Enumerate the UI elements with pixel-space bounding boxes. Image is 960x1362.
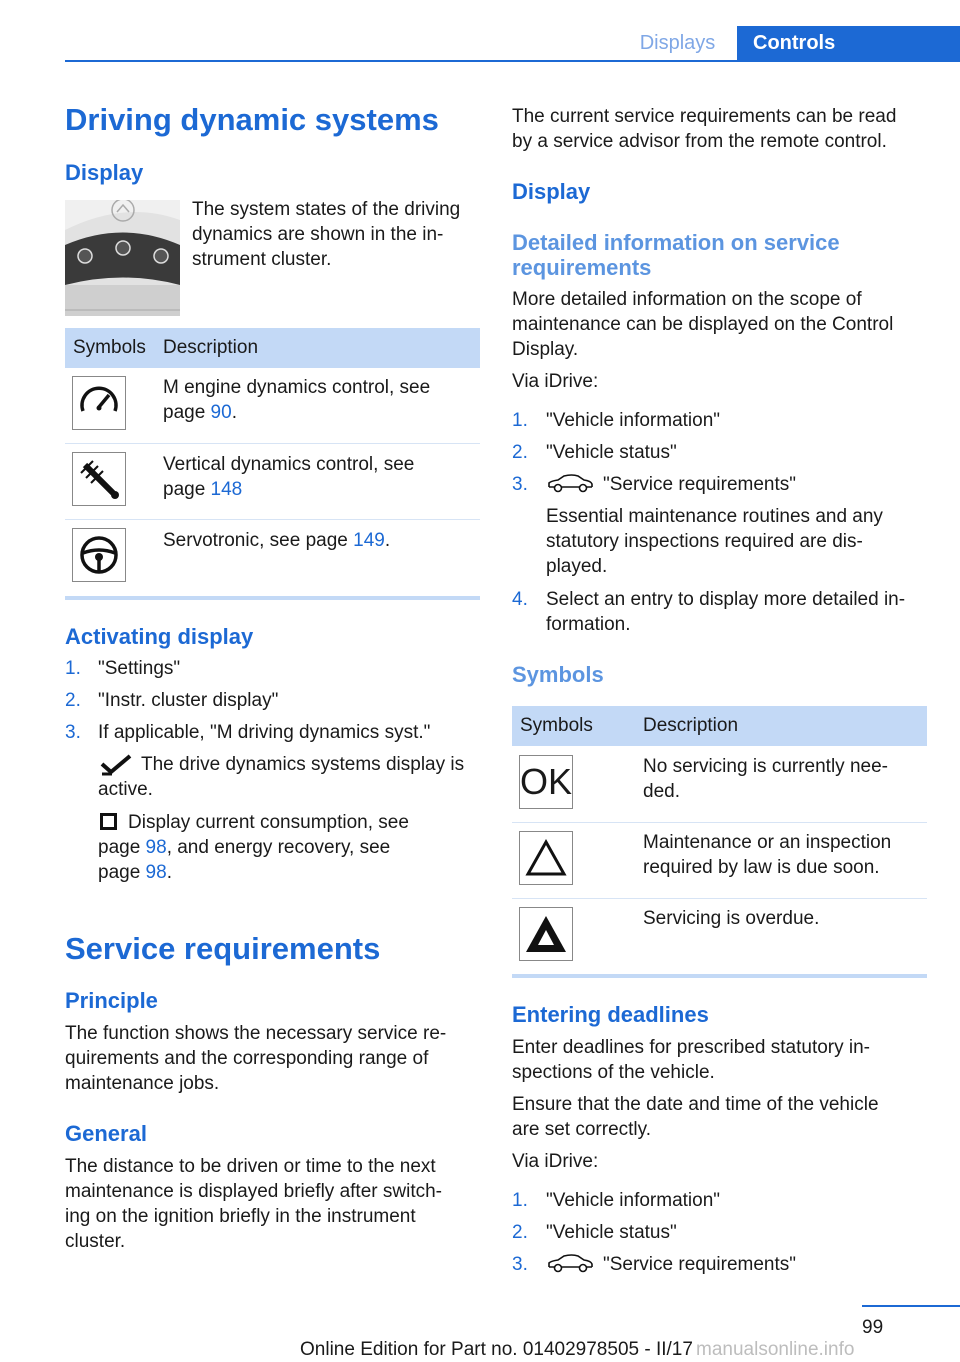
col-description: Description bbox=[163, 337, 259, 358]
speedometer-icon bbox=[72, 376, 126, 430]
header-section-tab: Displays bbox=[639, 32, 716, 54]
entering-deadlines-heading: Entering deadlines bbox=[512, 1002, 709, 1027]
principle-text: The function shows the necessary service re- quirements and the corresponding range of maintenance jobs. bbox=[65, 1023, 447, 1094]
steering-wheel-icon bbox=[72, 528, 126, 582]
table-row-2-text: Vertical dynamics control, see page 148 bbox=[163, 454, 415, 500]
step-3-detail: Essential maintenance routines and any statutory inspections required are dis- played. bbox=[546, 506, 883, 577]
unchecked-note-line3: page 98. bbox=[98, 862, 172, 883]
page-link[interactable]: 149 bbox=[353, 530, 385, 551]
col-description: Description bbox=[643, 715, 739, 736]
driving-table-header bbox=[65, 328, 480, 368]
page-link[interactable]: 90 bbox=[210, 402, 232, 423]
symbols-heading: Symbols bbox=[512, 662, 604, 687]
step-text: "Service requirements" bbox=[603, 474, 797, 495]
general-heading: General bbox=[65, 1121, 147, 1146]
watermark: manualsonline.info bbox=[696, 1339, 855, 1360]
step-number: 2. bbox=[512, 1222, 528, 1243]
table-row-3-text: Servotronic, see page 149. bbox=[163, 530, 391, 551]
unchecked-checkbox-icon bbox=[100, 813, 117, 830]
via-idrive-label: Via iDrive: bbox=[512, 371, 599, 392]
display-heading: Display bbox=[65, 160, 144, 185]
shock-absorber-icon bbox=[72, 452, 126, 506]
step-text: "Service requirements" bbox=[603, 1254, 797, 1275]
car-icon bbox=[546, 474, 594, 499]
warning-triangle-icon bbox=[519, 831, 573, 885]
step-number: 1. bbox=[512, 1190, 528, 1211]
page-link[interactable]: 148 bbox=[210, 479, 243, 500]
table-end-rule bbox=[65, 596, 480, 600]
step-text: "Vehicle status" bbox=[546, 1222, 677, 1243]
step-text: "Instr. cluster display" bbox=[98, 690, 279, 711]
step-number: 4. bbox=[512, 589, 528, 610]
step-text: Select an entry to display more detailed in- formation. bbox=[546, 589, 906, 635]
detailed-info-text: More detailed information on the scope of maintenance can be displayed on the Control Display. bbox=[512, 289, 894, 360]
step-number: 1. bbox=[65, 658, 81, 679]
step-text: "Vehicle information" bbox=[546, 1190, 721, 1211]
footer-rule bbox=[862, 1305, 960, 1307]
row-divider bbox=[65, 443, 480, 444]
via-idrive-label-2: Via iDrive: bbox=[512, 1151, 599, 1172]
col-symbols: Symbols bbox=[73, 337, 146, 358]
checked-note-line2: active. bbox=[98, 779, 153, 800]
unchecked-note-line2: page 98, and energy recovery, see bbox=[98, 837, 391, 858]
header-chapter-tab: Controls bbox=[737, 26, 960, 60]
table-row-1-text: M engine dynamics control, see page 90. bbox=[163, 377, 431, 423]
edition-line: Online Edition for Part no. 01402978505 - II/17 bbox=[300, 1339, 693, 1360]
filled-warning-triangle-icon bbox=[519, 907, 573, 961]
ensure-text: Ensure that the date and time of the vehicle are set correctly. bbox=[512, 1094, 879, 1140]
step-number: 3. bbox=[512, 474, 528, 495]
page-number: 99 bbox=[862, 1317, 884, 1338]
deadlines-text: Enter deadlines for prescribed statutory in- spections of the vehicle. bbox=[512, 1037, 871, 1083]
symbols-table-header bbox=[512, 706, 927, 746]
page-title: Driving dynamic systems bbox=[65, 102, 439, 137]
step-number: 1. bbox=[512, 410, 528, 431]
table-end-rule bbox=[512, 974, 927, 978]
right-display-heading: Display bbox=[512, 179, 591, 204]
row-divider bbox=[512, 898, 927, 899]
instrument-cluster-image bbox=[65, 200, 180, 316]
ok-icon: OK bbox=[519, 755, 573, 809]
row-divider bbox=[65, 519, 480, 520]
step-number: 3. bbox=[512, 1254, 528, 1275]
page-link[interactable]: 98 bbox=[145, 862, 167, 883]
step-text: "Settings" bbox=[98, 658, 181, 679]
car-icon bbox=[546, 1254, 594, 1279]
activating-display-heading: Activating display bbox=[65, 624, 254, 649]
col-symbols: Symbols bbox=[520, 715, 593, 736]
service-requirements-title: Service requirements bbox=[65, 931, 381, 966]
detailed-info-heading: Detailed information on service requirements bbox=[512, 230, 840, 280]
unchecked-note-line1: Display current consumption, see bbox=[128, 812, 409, 833]
principle-heading: Principle bbox=[65, 988, 158, 1013]
row-divider bbox=[512, 822, 927, 823]
intro-text: The current service requirements can be read by a service advisor from the remote control. bbox=[512, 106, 897, 152]
step-number: 3. bbox=[65, 722, 81, 743]
symbols-row-3-text: Servicing is overdue. bbox=[643, 908, 820, 929]
display-description: The system states of the driving dynamics are shown in the in- strument cluster. bbox=[192, 199, 461, 270]
step-text: If applicable, "M driving dynamics syst." bbox=[98, 722, 431, 743]
symbols-row-1-text: No servicing is currently nee- ded. bbox=[643, 756, 888, 802]
general-text: The distance to be driven or time to the next maintenance is displayed briefly after switch- ing on the ignition briefly in the instrument cluster. bbox=[65, 1156, 443, 1252]
header-rule bbox=[65, 60, 960, 62]
step-number: 2. bbox=[512, 442, 528, 463]
page-link[interactable]: 98 bbox=[145, 837, 167, 858]
step-text: "Vehicle status" bbox=[546, 442, 677, 463]
step-number: 2. bbox=[65, 690, 81, 711]
symbols-row-2-text: Maintenance or an inspection required by law is due soon. bbox=[643, 832, 892, 878]
step-text: "Vehicle information" bbox=[546, 410, 721, 431]
checked-note-line1: The drive dynamics systems display is bbox=[141, 754, 465, 775]
